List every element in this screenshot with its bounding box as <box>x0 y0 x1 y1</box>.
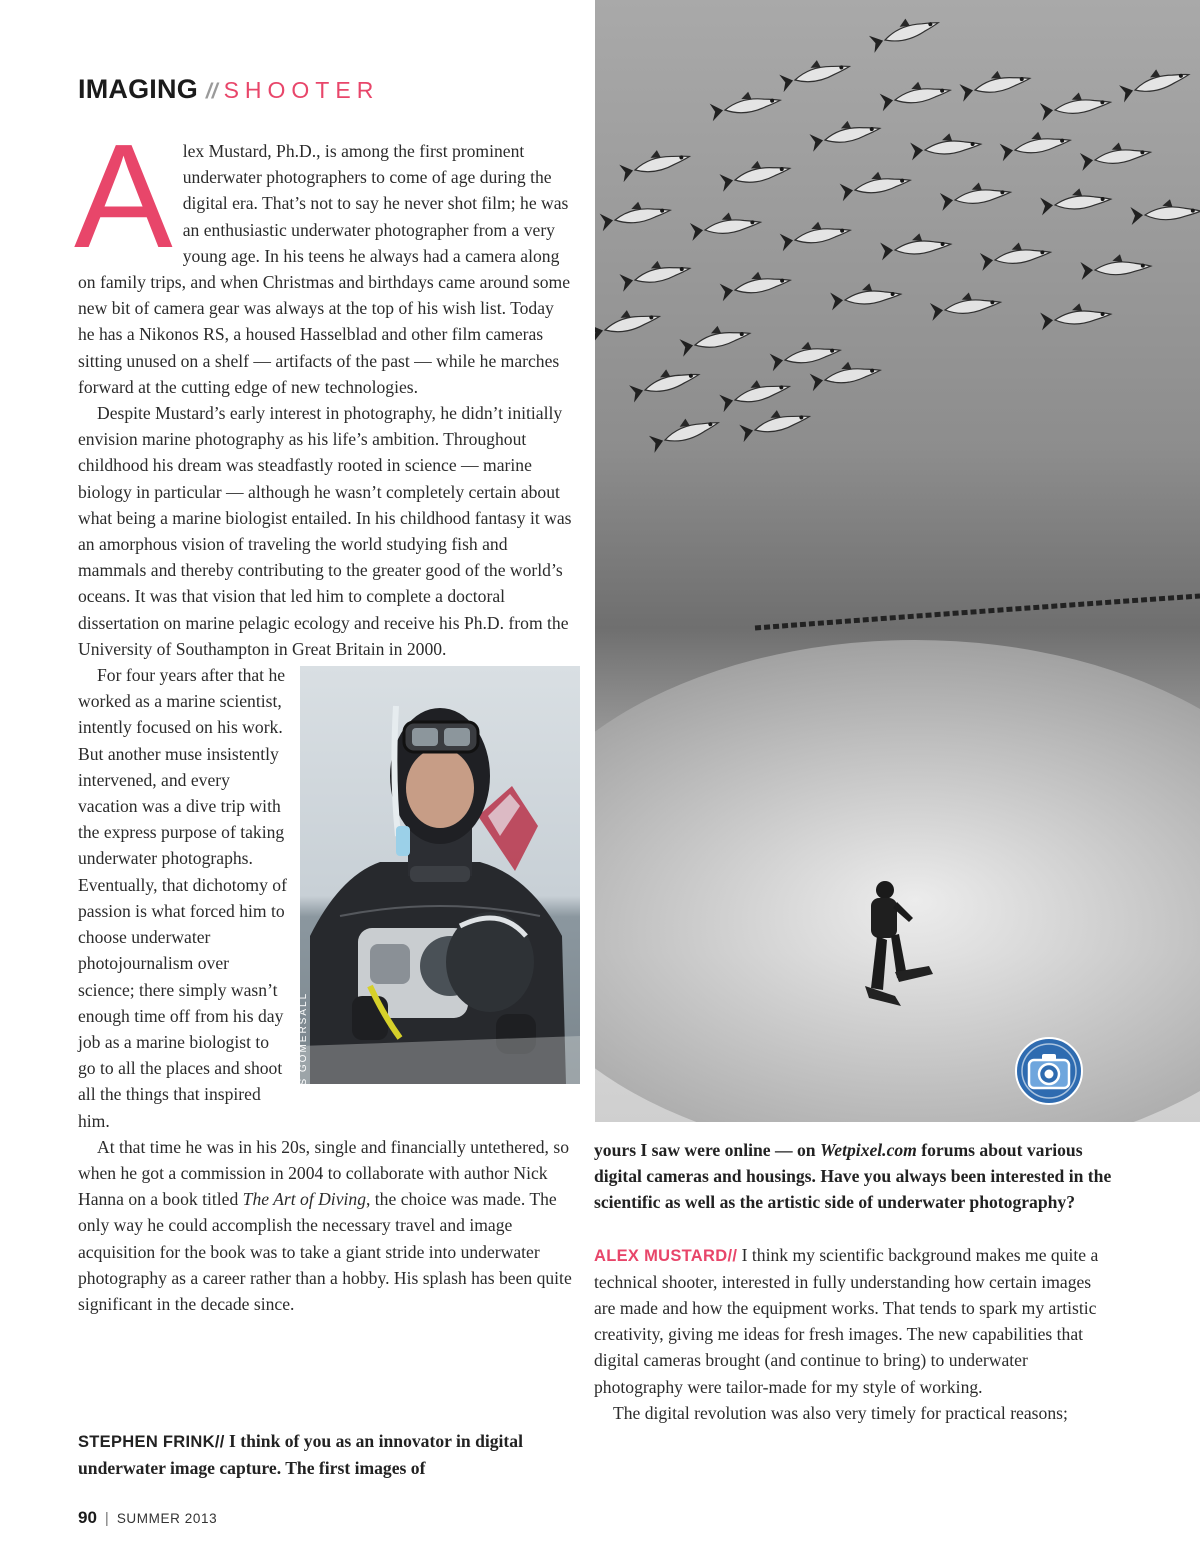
article-paragraph-4 <box>78 1134 572 1317</box>
article-paragraph-1: lex Mustard, Ph.D., is among the first prominent underwater photographers to come of age during the digital era. That’s not to say he never shot film; he was an enthusiastic underwater photographer from a very young age. In his teens he always had a camera along on family trips, and when Christmas and birthdays came around some new bit of camera gear was always at the top of his wish list. Today he has a Nikonos RS, a housed Hasselblad and other film cameras sitting unused on a shelf — artifacts of the past — while he marches forward at the cutting edge of new technologies. <box>78 141 571 397</box>
fish-school-diver-image <box>595 0 1200 1122</box>
question-text-part-1: I think of you as an innovator in digital underwater image capture. The first images of <box>78 1431 523 1479</box>
portrait-photo <box>300 666 580 1084</box>
book-title: The Art of Diving <box>242 1189 366 1210</box>
issue-date: SUMMER 2013 <box>116 1511 218 1526</box>
answer-text: I think my scientific background makes me quite a technical shooter, interested in fully understanding how certain images are made and how the equipment works. That tends to spark my artistic creativity, giving me ideas for fresh images. The new capabilities that digital cameras brought (and continue to bring) to underwater photography were tailor-made for my style of working. <box>594 1244 1099 1397</box>
article-paragraph-4-end: , the choice was made. The only way he could accomplish the necessary travel and image acquisition for the book was to take a giant stride into underwater photography as a career rather than a hobby. His splash has been quite significant in the decade since. <box>78 1189 572 1314</box>
camera-icon <box>1014 1036 1084 1106</box>
drop-cap: A <box>74 114 173 279</box>
section-subtitle: SHOOTER <box>223 77 380 103</box>
footer-separator: | <box>104 1510 109 1527</box>
article-paragraph-2 <box>78 400 572 662</box>
question-text-part-3: forums about various digital cameras and housings. Have you always been interested in the scientific as well as the artistic side of underwater photography? <box>594 1140 1112 1213</box>
article-paragraph-4-start: At that time he was in his 20s, single and financially untethered, so when he got a commission in 2004 to collaborate with author Nick Hanna on a book titled <box>78 1136 569 1210</box>
article-paragraph-3: For four years after that he worked as a marine scientist, intently focused on his work. But another muse insistently intervened, and every vacation was a dive trip with the express purpose of taking underwater photographs. Eventually, that dichotomy of passion is what forced him to choose underwater photojournalism over science; there simply wasn’t enough time off from his day job as a marine biologist to go to all the places and shoot all the things that inspired him. <box>78 665 287 1131</box>
interview-question-start <box>78 1428 568 1481</box>
website-name: Wetpixel.com <box>819 1140 917 1160</box>
page-footer <box>78 1508 217 1528</box>
answer-speaker: ALEX MUSTARD// <box>594 1246 738 1265</box>
photo-credit: CHRIS GOMERSALL <box>298 991 309 1118</box>
section-header <box>78 74 379 106</box>
article-right-column <box>594 1137 1114 1426</box>
question-speaker: STEPHEN FRINK// <box>78 1433 225 1451</box>
interview-question-end <box>594 1137 1114 1216</box>
diver-portrait-image <box>300 666 580 1084</box>
page-number: 90 <box>78 1508 97 1527</box>
question-text-part-2: yours I saw were online — on <box>594 1140 820 1160</box>
answer-paragraph-2: The digital revolution was also very timely for practical reasons; <box>613 1402 1068 1423</box>
interview-answer <box>594 1242 1114 1400</box>
article-paragraph-2-text: Despite Mustard’s early interest in photography, he didn’t initially envision marine photography as his life’s ambition. Throughout childhood his dream was steadfastly rooted in science — marine biology in particular — although he wasn’t completely certain about what being a marine biologist entailed. In his childhood fantasy it was an amorphous vision of traveling the world studying fish and mammals and thereby contributing to the greater good of the world’s oceans. It was that vision that led him to complete a doctoral dissertation on marine pelagic ecology and receive his Ph.D. from the University of Southampton in Great Britain in 2000. <box>78 403 572 659</box>
header-separator: // <box>205 80 218 103</box>
article-left-column <box>74 114 572 1317</box>
hero-photo <box>595 0 1200 1122</box>
section-title: IMAGING <box>78 74 198 104</box>
